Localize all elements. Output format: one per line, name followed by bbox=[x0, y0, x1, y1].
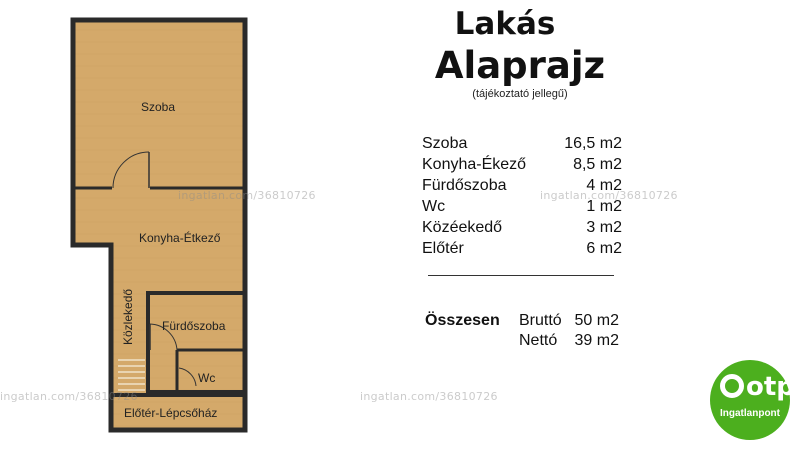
area-name: Fürdőszoba bbox=[422, 177, 507, 194]
area-row bbox=[422, 219, 622, 239]
brutto-label: Bruttó bbox=[519, 312, 562, 329]
brutto-value: 50 m2 bbox=[574, 312, 619, 329]
area-value: 16,5 m2 bbox=[564, 135, 622, 152]
area-name: Konyha-Ékező bbox=[422, 156, 527, 173]
otp-mark-icon bbox=[720, 374, 744, 398]
area-value: 8,5 m2 bbox=[573, 156, 622, 173]
area-row bbox=[422, 198, 622, 218]
floor-area bbox=[73, 20, 245, 430]
area-row bbox=[422, 240, 622, 260]
area-row bbox=[422, 156, 622, 176]
room-label-eloter: Előtér-Lépcsőház bbox=[124, 406, 218, 420]
total-brutto bbox=[519, 312, 619, 332]
area-name: Közéekedő bbox=[422, 219, 503, 236]
area-name: Wc bbox=[422, 198, 446, 215]
watermark: ingatlan.com/36810726 bbox=[540, 189, 678, 202]
room-label-furdo: Fürdőszoba bbox=[162, 319, 226, 333]
total-netto bbox=[519, 332, 619, 352]
logo-subtext: Ingatlanpont bbox=[720, 408, 780, 419]
room-label-konyha: Konyha-Étkező bbox=[139, 231, 221, 245]
total-label: Összesen bbox=[425, 312, 500, 329]
netto-value: 39 m2 bbox=[574, 332, 619, 349]
area-row bbox=[422, 177, 622, 197]
area-value: 3 m2 bbox=[586, 219, 622, 236]
area-row bbox=[422, 135, 622, 155]
logo-text: otp bbox=[746, 372, 795, 402]
watermark: ingatlan.com/36810726 bbox=[0, 390, 138, 403]
area-value: 4 m2 bbox=[586, 177, 622, 194]
subtitle: (tájékoztató jellegű) bbox=[472, 88, 568, 100]
room-label-kozlekedo: Közlekedő bbox=[121, 288, 135, 345]
area-value: 1 m2 bbox=[586, 198, 622, 215]
room-label-szoba: Szoba bbox=[141, 100, 176, 114]
netto-label: Nettó bbox=[519, 332, 558, 349]
area-name: Előtér bbox=[422, 240, 464, 257]
title-line2: Alaprajz bbox=[434, 44, 606, 87]
otp-logo bbox=[710, 360, 795, 440]
divider bbox=[428, 275, 614, 276]
room-label-wc: Wc bbox=[198, 371, 216, 385]
watermark: ingatlan.com/36810726 bbox=[360, 390, 498, 403]
area-name: Szoba bbox=[422, 135, 468, 152]
title-line1: Lakás bbox=[454, 6, 556, 42]
watermark: ingatlan.com/36810726 bbox=[178, 189, 316, 202]
area-value: 6 m2 bbox=[586, 240, 622, 257]
